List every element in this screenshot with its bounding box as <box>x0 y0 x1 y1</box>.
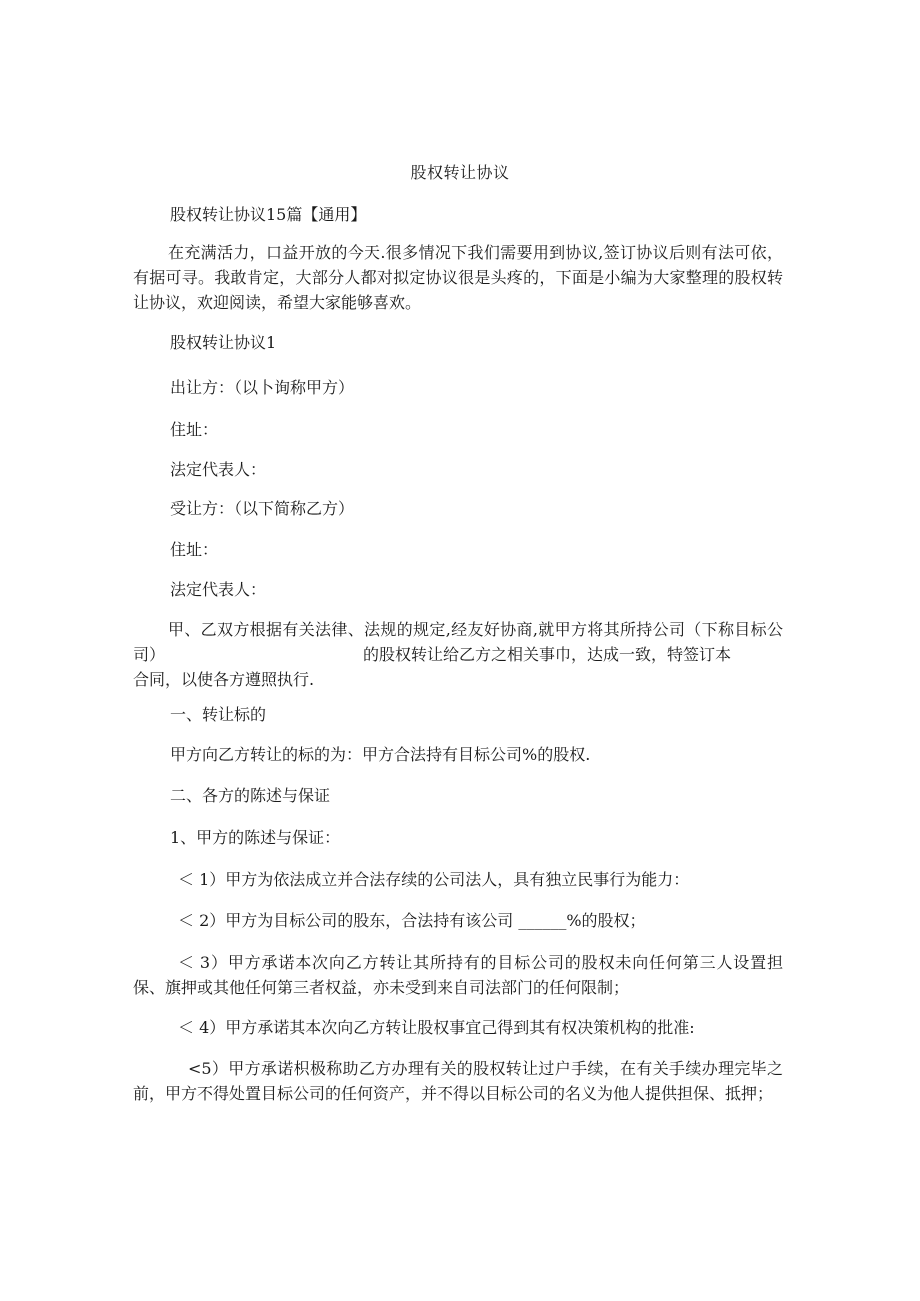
sub1-title: 1、甲方的陈述与保证： <box>170 828 341 847</box>
warranty-item-5: <5）甲方承诺枳极称助乙方办理有关的股权转让过户手续，在有关手续办理完毕之前，甲方不得处置目标公司的任何资产，并不得以目标公司的名义为他人提供担保、抵押； <box>133 1059 783 1103</box>
section2-title: 二、各方的陈述与保证 <box>170 786 331 805</box>
preamble-part3: 合同，以使各方遵照执行. <box>133 670 315 689</box>
document-title: 股权转让协议 <box>410 163 510 182</box>
section1-body: 甲方向乙方转让的标的为：甲方合法持有目标公司%的股权. <box>170 745 591 764</box>
document-subtitle: 股权转让协议15篇【通用】 <box>170 205 367 224</box>
transferor-line: 出让方：（以卜询称甲方） <box>170 378 355 397</box>
preamble-part1: 甲、乙双方根据有关法律、法规的规定,经友好协商,就甲方将其所持公司（下称目标公司） <box>133 620 783 664</box>
section1-title: 一、转让标的 <box>170 705 267 724</box>
intro-paragraph: 在充满活力，口益开放的今天.很多情况下我们需要用到协议,签订协议后则有法可依，有据可寻。我敢肯定，大部分人都对拟定协议很是头疼的，下面是小编为大家整理的股权转让协议，欢迎阅读，希望大家能够喜欢。 <box>133 243 783 312</box>
preamble-paragraph <box>133 617 783 692</box>
preamble-part2: 的股权转让给乙方之相关事巾，达成一致，特签订本 <box>363 645 732 664</box>
warranty-item-2: ＜ 2）甲方为目标公司的股东，合法持有该公司 ______%的股权； <box>178 911 646 930</box>
transferor-representative-line: 法定代表人： <box>170 460 267 479</box>
transferor-address-line: 住址： <box>170 420 219 439</box>
warranty-item-1: ＜ 1）甲方为依法成立并合法存续的公司法人，具有独立民事行为能力： <box>178 870 690 889</box>
warranty-item-3: ＜ 3）甲方承诺本次向乙方转让其所持有的目标公司的股权未向任何第三人设置担保、旗押或其他任何第三者权益，亦未受到来自司法部门的任何限制； <box>133 953 783 997</box>
transferee-line: 受让方：（以下简称乙方） <box>170 499 355 518</box>
warranty-item-4: ＜ 4）甲方承诺其本次向乙方转让股权事宜己得到其有权决策机构的批准: <box>178 1018 695 1037</box>
transferee-address-line: 住址： <box>170 540 219 559</box>
agreement-heading: 股权转让协议1 <box>170 333 277 352</box>
transferee-representative-line: 法定代表人： <box>170 580 267 599</box>
